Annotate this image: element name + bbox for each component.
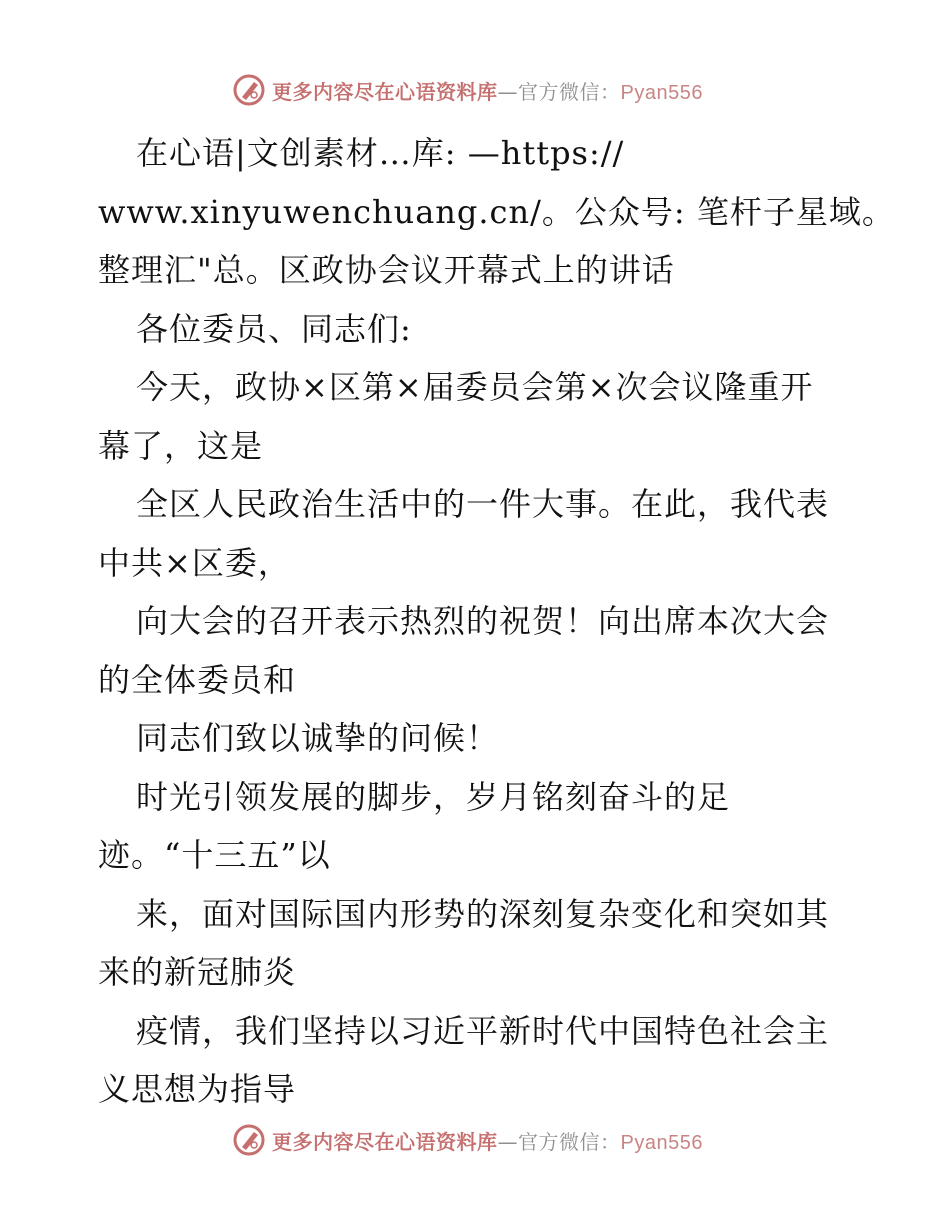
doc-line: 全区人民政治生活中的一件大事。在此，我代表 [136,485,830,523]
pen-logo-icon [232,1123,266,1157]
pen-logo-icon [232,73,266,107]
doc-line: 来，面对国际国内形势的深刻复杂变化和突如其 [136,894,830,933]
doc-line: www.xinyuwenchuang.cn/。公众号: 笔杆子星域。 [98,192,895,231]
doc-line: 时光引领发展的脚步，岁月铭刻奋斗的足 [136,777,731,816]
doc-line: 幕了，这是 [98,426,264,465]
doc-line: 中共×区委， [98,543,291,582]
footer-banner-sub: 官方微信： [518,1129,621,1154]
header-banner-sub: 官方微信： [518,79,621,104]
footer-banner-text [272,1126,703,1155]
doc-line: 今天，政协×区第×届委员会第×次会议隆重开 [136,368,814,406]
header-banner-text [272,76,703,105]
footer-banner-main: 更多内容尽在心语资料库 [272,1129,498,1154]
header-banner-main: 更多内容尽在心语资料库 [272,79,498,104]
header-banner-wechat-id: Pyan556 [620,81,703,104]
doc-line: 的全体委员和 [98,660,297,699]
doc-line: 向大会的召开表示热烈的祝贺！向出席本次大会 [136,602,830,640]
header-banner [232,72,732,108]
document-body [98,124,895,1119]
doc-line: 各位委员、同志们: [136,309,412,348]
doc-line: 义思想为指导 [98,1070,297,1108]
doc-line: 疫情，我们坚持以习近平新时代中国特色社会主 [136,1011,830,1050]
header-banner-dash: — [497,79,518,104]
footer-banner [232,1122,732,1158]
doc-line: 迹。“十三五”以 [98,836,331,874]
footer-banner-dash: — [497,1129,518,1154]
doc-line: 同志们致以诚挚的问候！ [136,719,500,757]
footer-banner-wechat-id: Pyan556 [620,1131,703,1154]
doc-line: 来的新冠肺炎 [98,953,297,991]
doc-line: 在心语|文创素材…库: —https:// [136,134,625,172]
doc-line: 整理汇"总。区政协会议开幕式上的讲话 [98,251,675,289]
